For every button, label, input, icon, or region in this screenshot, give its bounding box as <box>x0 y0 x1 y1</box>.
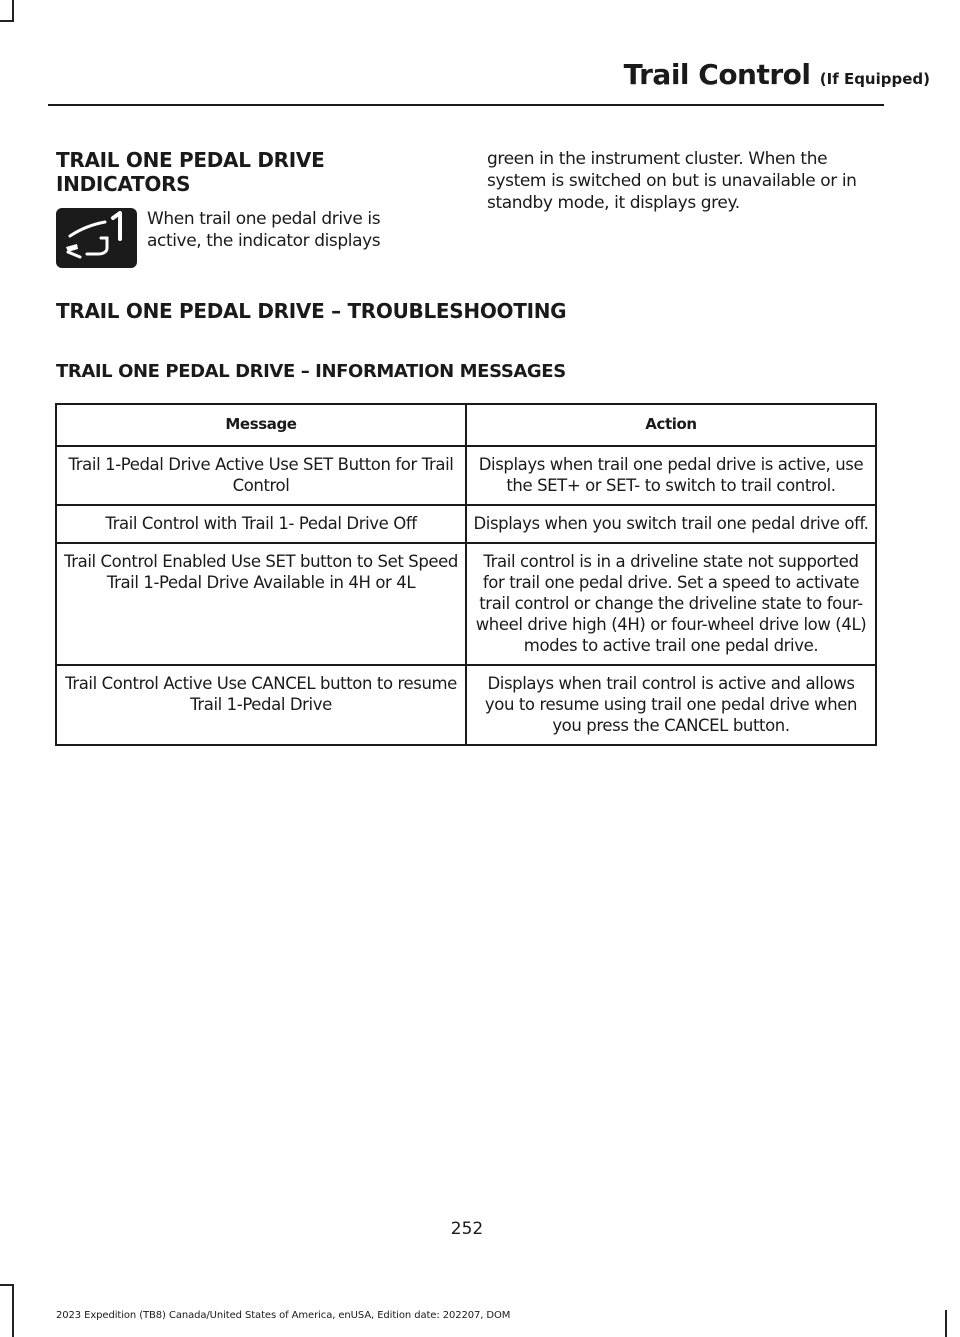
message-cell: Trail Control Active Use CANCEL button to resume Trail 1-Pedal Drive <box>56 665 466 745</box>
indicator-description-part2: green in the instrument cluster. When the system is switched on but is unavailable or in standby mode, it displays grey. <box>487 149 857 213</box>
troubleshooting-heading: TRAIL ONE PEDAL DRIVE – TROUBLESHOOTING <box>56 299 567 323</box>
header-title-text: Trail Control <box>623 58 811 91</box>
page-header-title <box>0 58 930 96</box>
message-cell: Trail Control with Trail 1- Pedal Drive Off <box>56 505 466 543</box>
table-row <box>56 505 876 543</box>
information-messages-table <box>55 403 877 746</box>
indicator-description-part1: When trail one pedal drive is active, the indicator displays <box>147 209 381 251</box>
crop-mark <box>12 0 14 22</box>
column-header-action: Action <box>466 404 876 446</box>
page-number: 252 <box>450 1219 484 1239</box>
table-row <box>56 665 876 745</box>
indicators-heading: TRAIL ONE PEDAL DRIVE INDICATORS <box>56 148 325 196</box>
column-header-message: Message <box>56 404 466 446</box>
table-header-row <box>56 404 876 446</box>
message-cell: Trail 1-Pedal Drive Active Use SET Button for Trail Control <box>56 446 466 505</box>
table-row <box>56 446 876 505</box>
header-subtitle-text: (If Equipped) <box>819 70 930 88</box>
action-cell: Displays when trail control is active and allows you to resume using trail one pedal drive when you press the CANCEL button. <box>466 665 876 745</box>
crop-mark <box>12 1284 14 1337</box>
footer-edition-text: 2023 Expedition (TB8) Canada/United States of America, enUSA, Edition date: 202207, DOM <box>56 1310 511 1321</box>
trail-one-pedal-drive-indicator-icon <box>56 208 137 268</box>
crop-mark <box>0 20 14 22</box>
crop-mark <box>0 1284 14 1286</box>
message-cell: Trail Control Enabled Use SET button to Set Speed Trail 1-Pedal Drive Available in 4H or 4L <box>56 543 466 665</box>
action-cell: Displays when you switch trail one pedal drive off. <box>466 505 876 543</box>
information-messages-heading: TRAIL ONE PEDAL DRIVE – INFORMATION MESSAGES <box>56 361 566 382</box>
crop-mark <box>945 1310 947 1337</box>
action-cell: Trail control is in a driveline state not supported for trail one pedal drive. Set a speed to activate trail control or change the driveline state to four-wheel drive high (4H) or four-wheel drive low (4L) modes to active trail one pedal drive. <box>466 543 876 665</box>
table-row <box>56 543 876 665</box>
header-rule <box>48 104 884 106</box>
action-cell: Displays when trail one pedal drive is active, use the SET+ or SET- to switch to trail control. <box>466 446 876 505</box>
pedal-icon-graphic <box>56 208 137 268</box>
